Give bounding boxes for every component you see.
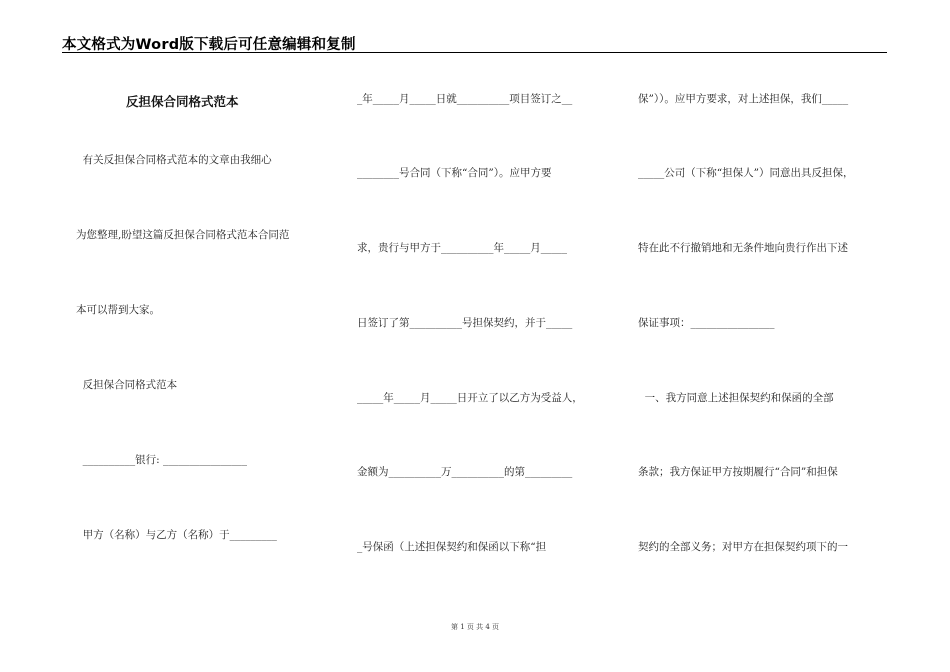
text-line: 特在此不行撤销地和无条件地向贵行作出下述 bbox=[638, 242, 848, 254]
text-line: _____公司（下称“担保人”）同意出具反担保， bbox=[638, 167, 854, 179]
text-line: 甲方（名称）与乙方（名称）于_________ bbox=[76, 529, 277, 541]
text-line: _____年_____月_____日开立了以乙方为受益人， bbox=[357, 392, 583, 404]
text-line: 金额为__________万__________的第_________ bbox=[357, 466, 573, 478]
text-line: 为您整理,盼望这篇反担保合同格式范本合同范 bbox=[76, 229, 290, 241]
text-line: 契约的全部义务；对甲方在担保契约项下的一 bbox=[638, 541, 848, 553]
text-column-1 bbox=[76, 0, 326, 672]
text-line: 一、我方同意上述担保契约和保函的全部 bbox=[638, 392, 834, 404]
text-line: _年_____月_____日就__________项目签订之__ bbox=[357, 93, 573, 105]
text-line: __________银行: ________________ bbox=[76, 454, 248, 466]
text-line: 保证事项：________________ bbox=[638, 317, 775, 329]
page-number: 第 1 页 共 4 页 bbox=[450, 623, 500, 631]
page-header-title: 本文格式为Word版下载后可任意编辑和复制 bbox=[62, 37, 356, 53]
text-line: 求，贵行与甲方于__________年_____月_____ bbox=[357, 242, 567, 254]
text-line: 日签订了第__________号担保契约，并于_____ bbox=[357, 317, 573, 329]
text-line: ________号合同（下称“合同”）。应甲方要 bbox=[357, 167, 552, 179]
text-line: 条款；我方保证甲方按期履行“合同”和担保 bbox=[638, 466, 838, 478]
text-column-3 bbox=[638, 0, 893, 672]
text-line: 有关反担保合同格式范本的文章由我细心 bbox=[76, 154, 272, 166]
text-line: 反担保合同格式范本 bbox=[76, 379, 178, 391]
text-line: 本可以帮到大家。 bbox=[76, 304, 160, 316]
text-column-2 bbox=[357, 0, 612, 672]
text-line: _号保函（上述担保契约和保函以下称“担 bbox=[357, 541, 547, 553]
document-title: 反担保合同格式范本 bbox=[126, 94, 239, 109]
text-line: 保”））。应甲方要求，对上述担保，我们_____ bbox=[638, 93, 849, 105]
